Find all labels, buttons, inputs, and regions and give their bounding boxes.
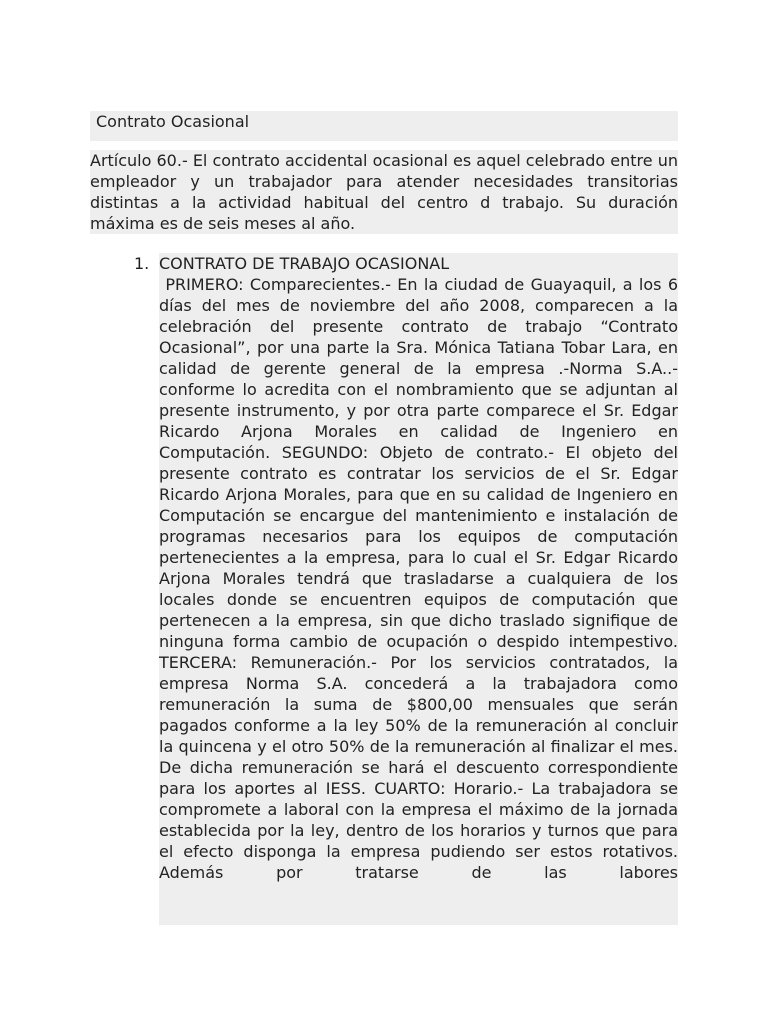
article-paragraph: Artículo 60.- El contrato accidental ocasional es aquel celebrado entre un empleador y un trabajador para atender necesidades transitorias distintas a la actividad habitual del centro d trabajo. Su duración máxima es de seis meses al año. [90, 151, 678, 233]
contract-body: PRIMERO: Comparecientes.- En la ciudad de Guayaquil, a los 6 días del mes de noviembre del año 2008, comparecen a la celebración del presente contrato de trabajo “Contrato Ocasional”, por una parte la Sra. Mónica Tatiana Tobar Lara, en calidad de gerente general de la empresa .-Norma S.A..- conforme lo acredita con el nombramiento que se adjuntan al presente instrumento, y por otra parte comparece el Sr. Edgar Ricardo Arjona Morales en calidad de Ingeniero en Computación. SEGUNDO: Objeto de contrato.- El objeto del presente contrato es contratar los servicios de el Sr. Edgar Ricardo Arjona Morales, para que en su calidad de Ingeniero en Computación se encargue del mantenimiento e instalación de programas necesarios para los equipos de computación pertenecientes a la empresa, para lo cual el Sr. Edgar Ricardo Arjona Morales tendrá que trasladarse a cualquiera de los locales donde se encuentren equipos de computación que pertenecen a la empresa, sin que dicho traslado signifique de ninguna forma cambio de ocupación o despido intempestivo. TERCERA: Remuneración.- Por los servicios contratados, la empresa Norma S.A. concederá a la trabajadora como remuneración la suma de $800,00 mensuales que serán pagados conforme a la ley 50% de la remuneración al concluir la quincena y el otro 50% de la remuneración al finalizar el mes. De dicha remuneración se hará el descuento correspondiente para los aportes al IESS. CUARTO: Horario.- La trabajadora se compromete a laboral con la empresa el máximo de la jornada establecida por la ley, dentro de los horarios y turnos que para el efecto disponga la empresa pudiendo ser estos rotativos. Además por tratarse de las labores [159, 274, 678, 925]
list-heading: CONTRATO DE TRABAJO OCASIONAL [159, 253, 678, 274]
list-number: 1. [134, 254, 150, 273]
document-title: Contrato Ocasional [96, 112, 250, 131]
